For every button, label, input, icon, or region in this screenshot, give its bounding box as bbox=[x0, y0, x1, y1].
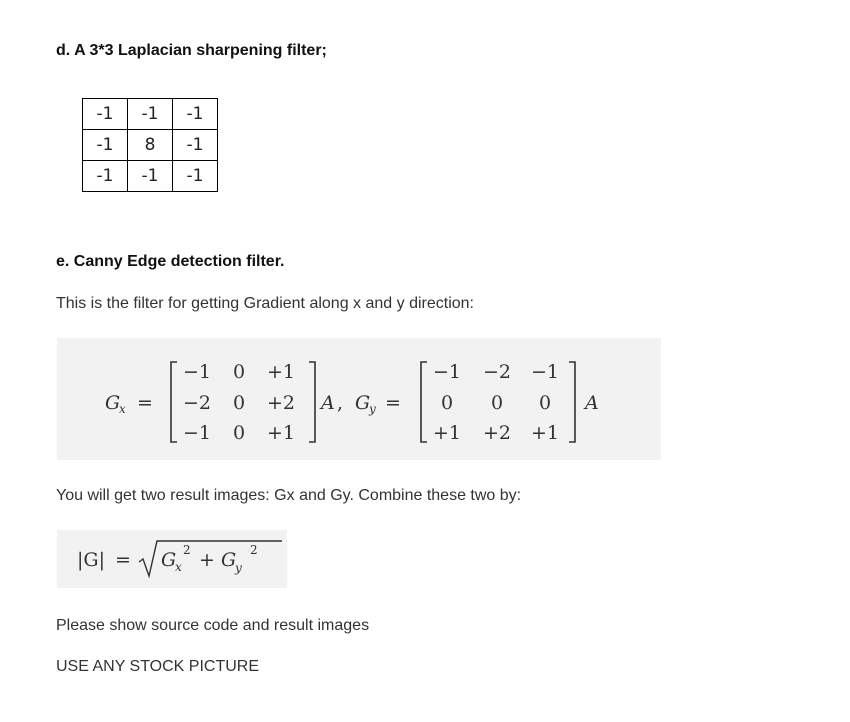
kernel-cell: 8 bbox=[128, 130, 173, 161]
table-row bbox=[83, 99, 218, 130]
gx-cell: −2 bbox=[182, 392, 212, 414]
gy-term-superscript: 2 bbox=[250, 543, 258, 557]
kernel-cell: -1 bbox=[128, 161, 173, 192]
gy-cell: 0 bbox=[440, 392, 454, 414]
gy-cell: −2 bbox=[482, 361, 512, 383]
gy-symbol: G bbox=[355, 392, 371, 414]
gy-equals: = bbox=[385, 392, 401, 414]
section-e-heading: e. Canny Edge detection filter. bbox=[56, 253, 285, 270]
plus-sign: + bbox=[199, 549, 215, 571]
gx-cell: 0 bbox=[232, 392, 246, 414]
gy-left-bracket bbox=[421, 362, 427, 442]
comma: , bbox=[337, 392, 344, 414]
gy-subscript: y bbox=[369, 402, 376, 416]
gx-symbol: G bbox=[105, 392, 121, 414]
table-row bbox=[83, 130, 218, 161]
gy-cell: −1 bbox=[530, 361, 560, 383]
kernel-cell: -1 bbox=[173, 161, 218, 192]
combine-text: You will get two result images: Gx and Gy. Combine these two by: bbox=[56, 487, 522, 504]
laplacian-kernel-table bbox=[82, 98, 218, 192]
gx-left-bracket bbox=[171, 362, 177, 442]
instruction-source-code: Please show source code and result images bbox=[56, 617, 370, 634]
sobel-equation-box bbox=[57, 338, 661, 460]
gx-term-subscript: x bbox=[175, 560, 182, 574]
magnitude-lhs: |G| bbox=[77, 549, 105, 571]
gx-cell: −1 bbox=[182, 422, 212, 444]
gy-term: G bbox=[221, 549, 237, 571]
table-row bbox=[83, 161, 218, 192]
gx-term: G bbox=[161, 549, 177, 571]
gx-cell: −1 bbox=[182, 361, 212, 383]
gy-operand: A bbox=[585, 392, 599, 414]
kernel-cell: -1 bbox=[83, 161, 128, 192]
magnitude-formula bbox=[57, 530, 287, 588]
kernel-cell: -1 bbox=[173, 130, 218, 161]
gx-term-superscript: 2 bbox=[183, 543, 191, 557]
gx-right-bracket bbox=[309, 362, 315, 442]
section-d-heading: d. A 3*3 Laplacian sharpening filter; bbox=[56, 42, 327, 59]
gy-cell: +1 bbox=[530, 422, 560, 444]
gx-operand: A bbox=[321, 392, 335, 414]
magnitude-formula-box bbox=[57, 530, 287, 588]
gx-subscript: x bbox=[119, 402, 126, 416]
gy-term-subscript: y bbox=[235, 561, 242, 575]
sobel-equation bbox=[57, 338, 661, 460]
kernel-cell: -1 bbox=[173, 99, 218, 130]
gx-cell: +1 bbox=[266, 422, 296, 444]
gy-cell: 0 bbox=[490, 392, 504, 414]
kernel-cell: -1 bbox=[83, 99, 128, 130]
gx-cell: +2 bbox=[266, 392, 296, 414]
gy-cell: −1 bbox=[432, 361, 462, 383]
gy-cell: 0 bbox=[538, 392, 552, 414]
kernel-cell: -1 bbox=[128, 99, 173, 130]
gy-cell: +2 bbox=[482, 422, 512, 444]
kernel-cell: -1 bbox=[83, 130, 128, 161]
magnitude-equals: = bbox=[115, 549, 131, 571]
gx-equals: = bbox=[137, 392, 153, 414]
gy-cell: +1 bbox=[432, 422, 462, 444]
gx-cell: 0 bbox=[232, 422, 246, 444]
gx-cell: +1 bbox=[266, 361, 296, 383]
gy-right-bracket bbox=[569, 362, 575, 442]
instruction-stock-picture: USE ANY STOCK PICTURE bbox=[56, 658, 260, 675]
gradient-intro-text: This is the filter for getting Gradient along x and y direction: bbox=[56, 295, 474, 312]
gx-cell: 0 bbox=[232, 361, 246, 383]
